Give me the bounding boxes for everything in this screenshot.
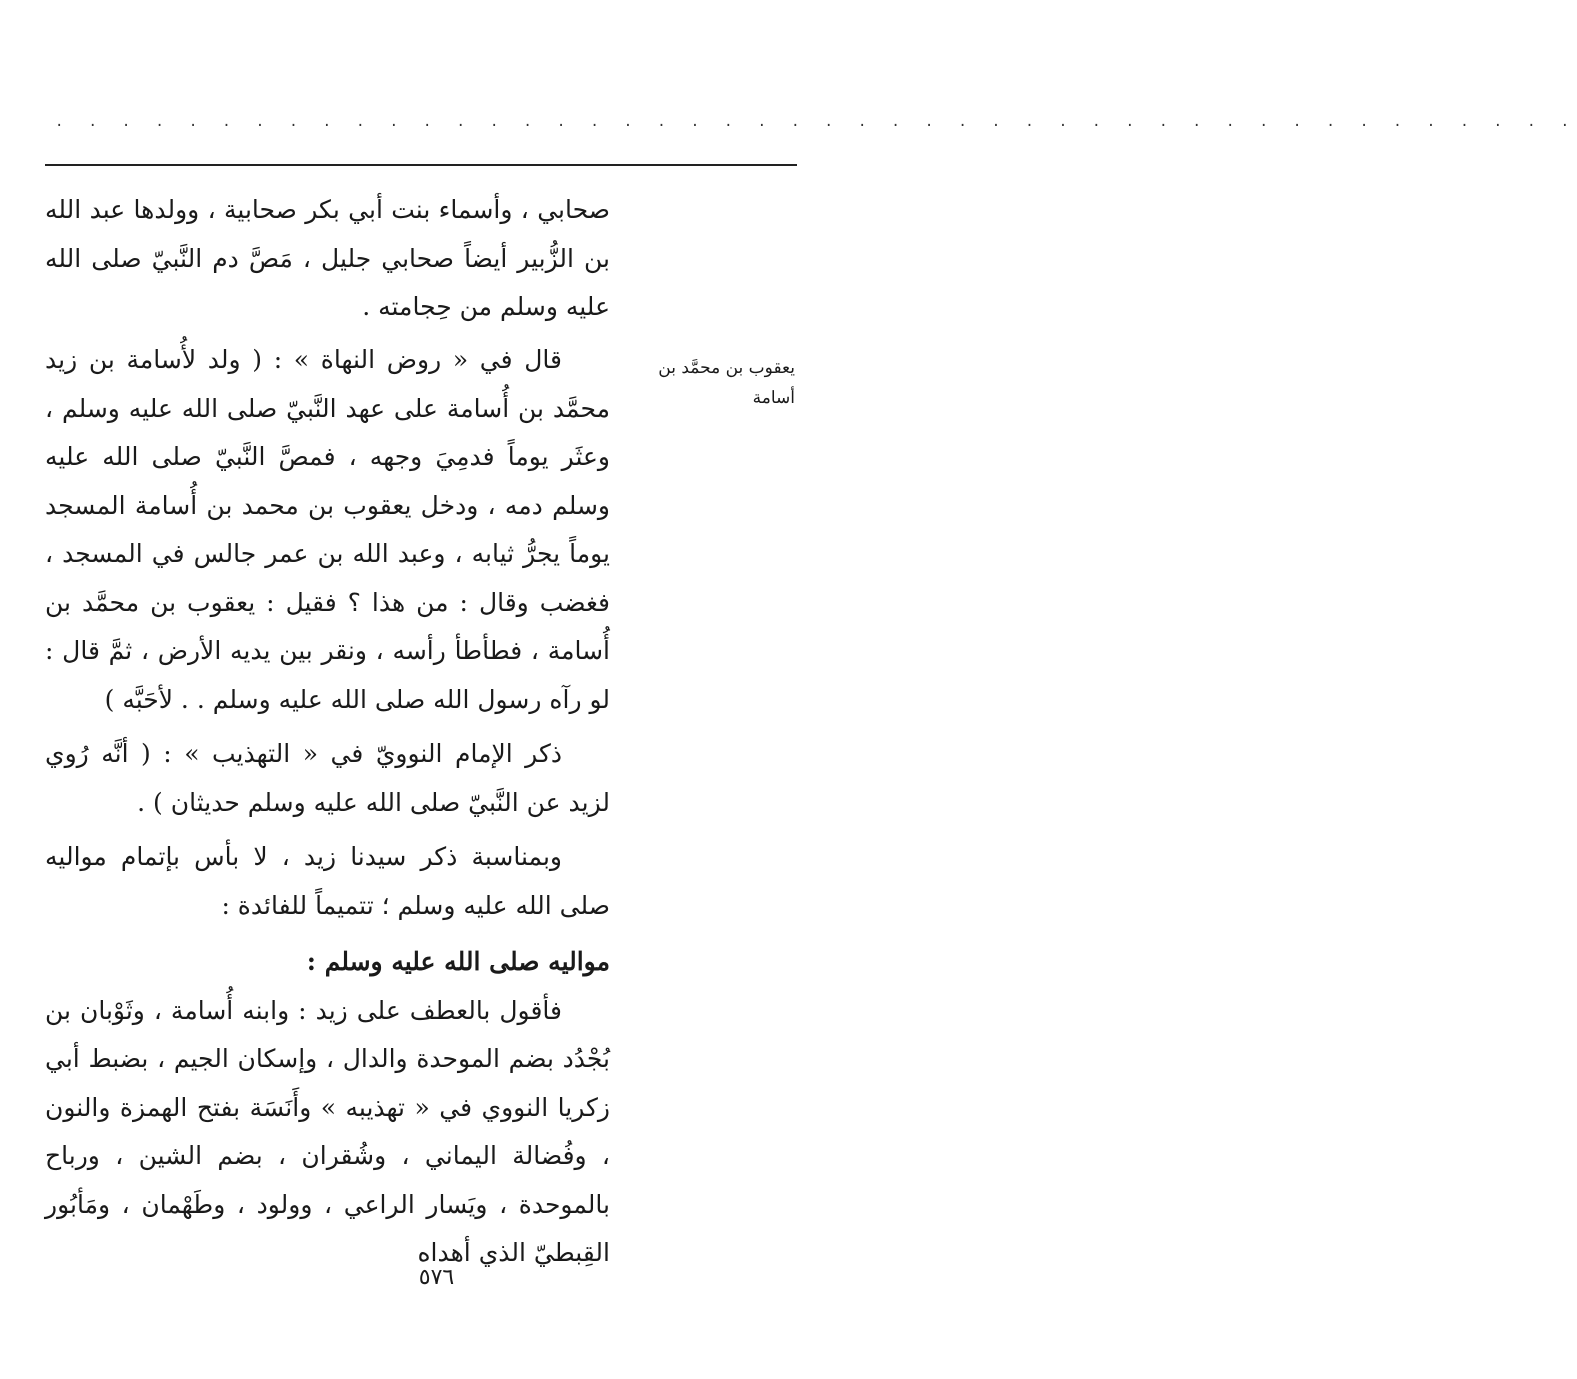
paragraph-3: ذكر الإمام النوويّ في « التهذيب » : ( أنَّه رُوي لزيد عن النَّبيّ صلى الله عليه وسلم حديثان ) . — [45, 739, 610, 817]
margin-note-line-2: أسامة — [752, 388, 795, 408]
paragraph-1: صحابي ، وأسماء بنت أبي بكر صحابية ، وولدها عبد الله بن الزُّبير أيضاً صحابي جليل ، مَصَّ دم النَّبيّ صلى الله عليه وسلم من حِجامته . — [45, 195, 610, 321]
decorative-dotted-line: . . . . . . . . . . . . . . . . . . . . . . . . . . . . . . . . . . . . . . . . . . . . . . — [55, 114, 1577, 130]
header-rule — [45, 164, 797, 166]
paragraph-5: فأقول بالعطف على زيد : وابنه أُسامة ، وثَوْبان بن بُجْدُد بضم الموحدة والدال ، وإسكان الجيم ، بضبط أبي زكريا النووي في « تهذيبه » وأَنَسَة بفتح الهمزة والنون ، وفُضالة اليماني ، وشُقران ، بضم الشين ، ورباح بالموحدة ، ويَسار الراعي ، وولود ، وطَهْمان ، ومَأبُور القِبطيّ الذي أهداه — [45, 995, 610, 1267]
paragraph-4: وبمناسبة ذكر سيدنا زيد ، لا بأس بإتمام مواليه صلى الله عليه وسلم ؛ تتميماً للفائدة : — [45, 842, 610, 920]
page-number: ٥٧٦ — [418, 1265, 455, 1290]
section-heading: مواليه صلى الله عليه وسلم : — [306, 947, 610, 976]
paragraph-2: قال في « روض النهاة » : ( ولد لأُسامة بن زيد محمَّد بن أُسامة على عهد النَّبيّ صلى الله عليه وسلم ، وعثَر يوماً فدمِيَ وجهه ، فمصَّ النَّبيّ صلى الله عليه وسلم دمه ، ودخل يعقوب بن محمد بن أُسامة المسجد يوماً يجرُّ ثيابه ، وعبد الله بن عمر جالس في المسجد ، فغضب وقال : من هذا ؟ فقيل : يعقوب بن محمَّد بن أُسامة ، فطأطأ رأسه ، ونقر بين يديه الأرض ، ثمَّ قال : لو رآه رسول الله صلى الله عليه وسلم . . لأحَبَّه ) — [45, 345, 611, 714]
margin-note — [615, 353, 795, 413]
margin-note-line-1: يعقوب بن محمَّد بن — [658, 358, 795, 378]
main-text — [45, 186, 610, 1278]
